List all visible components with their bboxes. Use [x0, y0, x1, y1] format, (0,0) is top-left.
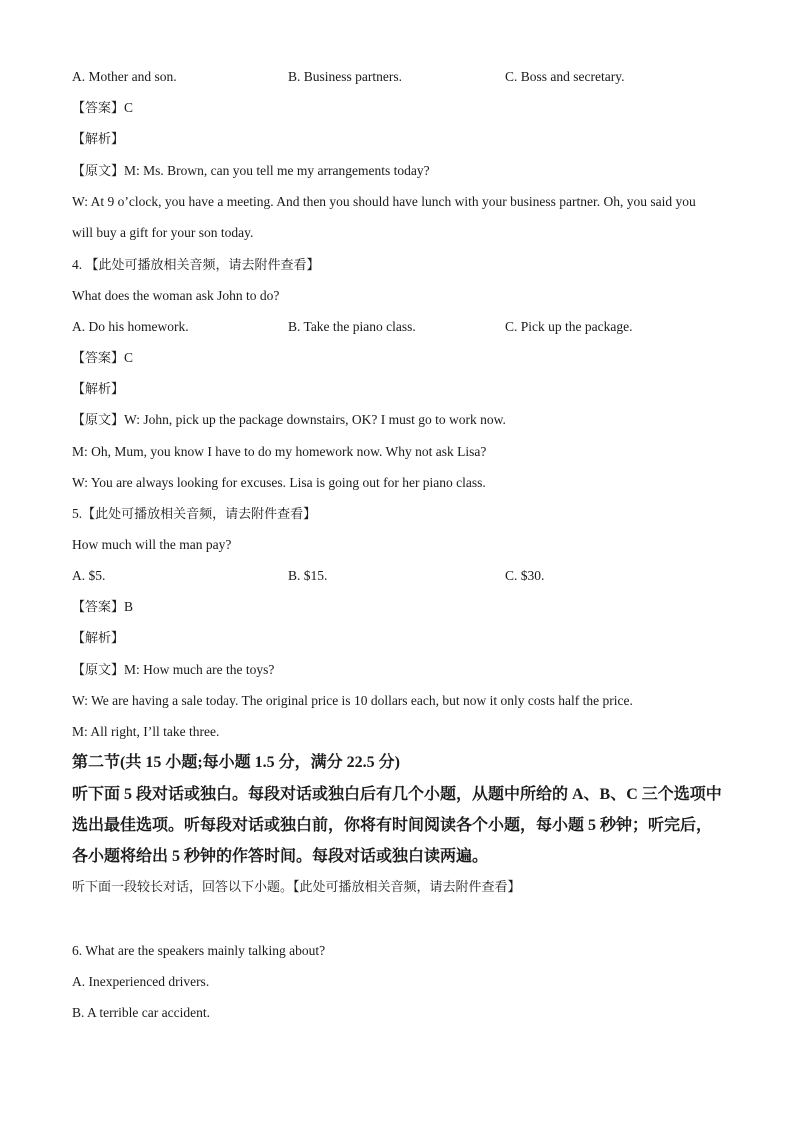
answer-tag: 【答案】: [72, 101, 125, 116]
q5-answer: B: [124, 599, 134, 614]
q6-option-a: A. Inexperienced drivers.: [72, 974, 210, 989]
q4-audio-note: 【此处可播放相关音频，请去附件查看】: [85, 258, 320, 273]
q4-option-a: A. Do his homework.: [72, 319, 189, 334]
q3-answer: C: [124, 100, 134, 115]
q5-transcript-line-3: M: All right, I’ll take three.: [72, 724, 220, 739]
q4-question: What does the woman ask John to do?: [72, 288, 280, 303]
q5-analysis-tag: 【解析】: [72, 631, 125, 646]
q3-analysis-tag: 【解析】: [72, 132, 125, 147]
q5-answer-line: 【答案】B: [72, 599, 134, 615]
q3-option-b: B. Business partners.: [288, 69, 402, 84]
q4-option-b: B. Take the piano class.: [288, 319, 416, 334]
q4-transcript-line-2: M: Oh, Mum, you know I have to do my homework now. Why not ask Lisa?: [72, 444, 487, 459]
q3-option-a: A. Mother and son.: [72, 69, 177, 84]
q3-option-c: C. Boss and secretary.: [505, 69, 625, 84]
q4-transcript-line-3: W: You are always looking for excuses. Lisa is going out for her piano class.: [72, 475, 486, 490]
section2-instructions-line-2: 选出最佳选项。听每段对话或独白前，你将有时间阅读各个小题，每小题 5 秒钟；听完后，: [72, 817, 713, 834]
q4-header: [72, 256, 320, 275]
q6-question: 6. What are the speakers mainly talking about?: [72, 943, 326, 958]
q5-audio-note: 【此处可播放相关音频，请去附件查看】: [82, 507, 317, 522]
q4-number: 4.: [72, 257, 83, 272]
q5-option-b: B. $15.: [288, 568, 328, 583]
q4-answer: C: [124, 350, 134, 365]
q5-header: [72, 505, 316, 524]
q4-analysis-tag: 【解析】: [72, 382, 125, 397]
q6-option-b: B. A terrible car accident.: [72, 1005, 210, 1020]
q3-transcript-line-1: 【原文】M: Ms. Brown, can you tell me my arrangements today?: [72, 163, 430, 179]
section2-heading: 第二节(共 15 小题;每小题 1.5 分，满分 22.5 分): [72, 754, 400, 771]
transcript-tag: 【原文】: [72, 164, 125, 179]
section2-instructions-line-1: 听下面 5 段对话或独白。每段对话或独白后有几个小题，从题中所给的 A、B、C 三个选项中: [72, 786, 722, 803]
q5-transcript-line-1: 【原文】M: How much are the toys?: [72, 662, 275, 678]
q4-transcript-line-1: 【原文】W: John, pick up the package downstairs, OK? I must go to work now.: [72, 412, 506, 428]
q5-transcript-line-2: W: We are having a sale today. The original price is 10 dollars each, but now it only costs half the price.: [72, 693, 633, 708]
section2-instructions-line-3: 各小题将给出 5 秒钟的作答时间。每段对话或独白读两遍。: [72, 848, 489, 865]
q3-transcript-line-3: will buy a gift for your son today.: [72, 225, 254, 240]
section2-lead-in: 听下面一段较长对话，回答以下小题。【此处可播放相关音频，请去附件查看】: [72, 880, 521, 895]
q5-question: How much will the man pay?: [72, 537, 232, 552]
q3-answer-line: [72, 99, 133, 118]
q5-number: 5.: [72, 506, 83, 521]
q3-transcript-line-2: W: At 9 o’clock, you have a meeting. And then you should have lunch with your business partner. Oh, you said you: [72, 194, 696, 209]
q5-option-a: A. $5.: [72, 568, 106, 583]
q4-answer-line: 【答案】C: [72, 350, 134, 366]
q4-option-c: C. Pick up the package.: [505, 319, 633, 334]
q5-option-c: C. $30.: [505, 568, 545, 583]
